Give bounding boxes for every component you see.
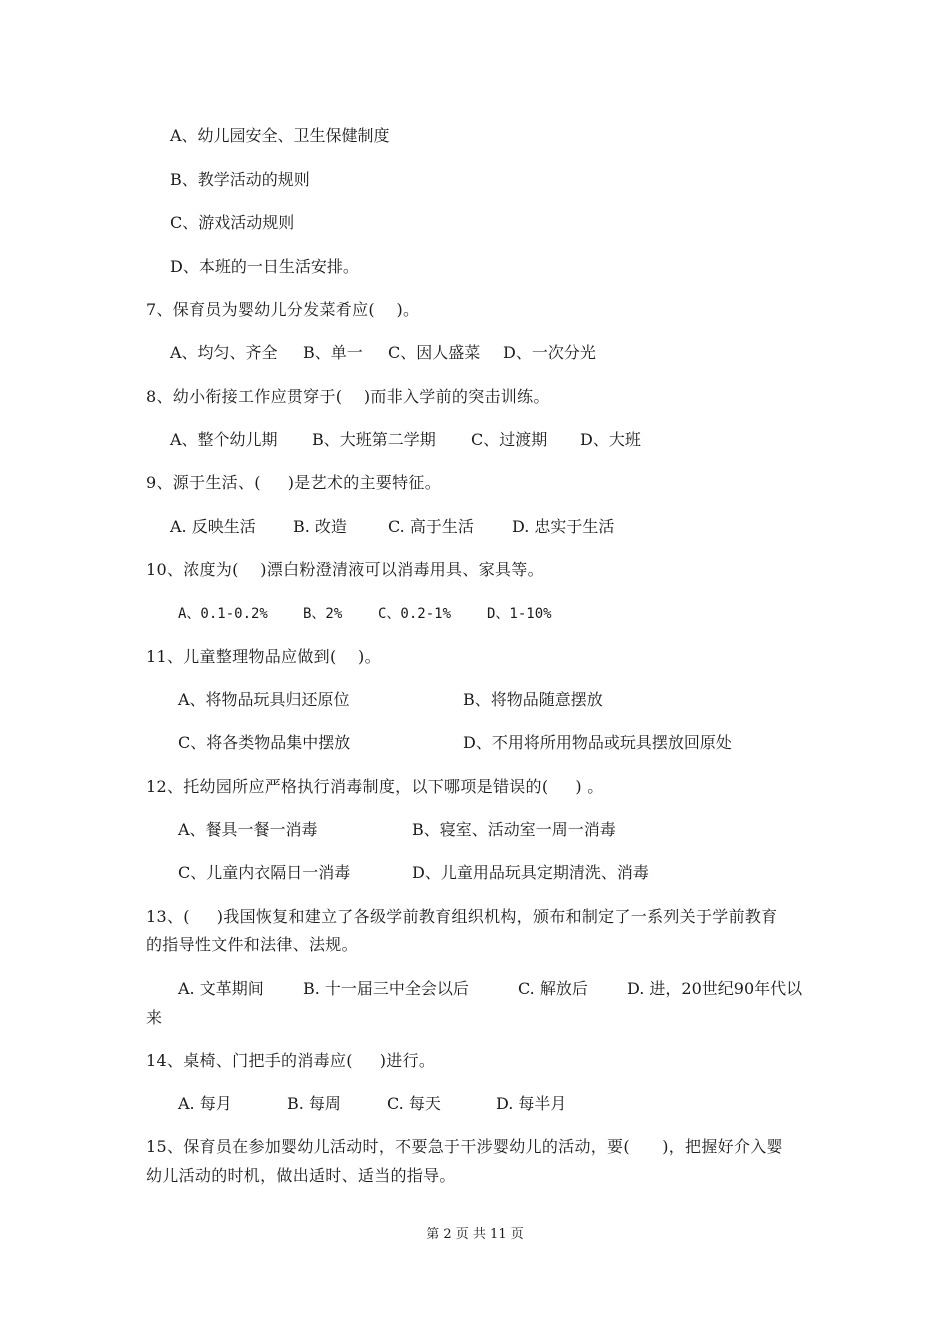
option-q6-d: D、本班的一日生活安排。	[170, 257, 359, 276]
question-10-stem: 10、浓度为( )漂白粉澄清液可以消毒用具、家具等。	[146, 560, 544, 579]
option-q8-c: C、过渡期	[471, 430, 548, 449]
option-q6-b: B、教学活动的规则	[170, 170, 310, 189]
option-q10-a: A、0.1-0.2%	[178, 606, 268, 622]
option-q6-a: A、幼儿园安全、卫生保健制度	[170, 126, 390, 145]
option-q8-a: A、整个幼儿期	[170, 430, 278, 449]
question-11-stem: 11、儿童整理物品应做到( )。	[146, 647, 381, 666]
option-q14-b: B. 每周	[287, 1094, 341, 1113]
option-q11-b: B、将物品随意摆放	[463, 690, 603, 709]
option-q10-d: D、1-10%	[487, 606, 552, 622]
option-q11-d: D、不用将所用物品或玩具摆放回原处	[463, 733, 732, 752]
option-q11-c: C、将各类物品集中摆放	[178, 733, 351, 752]
option-q10-c: C、0.2-1%	[378, 606, 452, 622]
option-q10-b: B、2%	[303, 606, 343, 622]
option-q8-b: B、大班第二学期	[312, 430, 436, 449]
option-q14-d: D. 每半月	[496, 1094, 567, 1113]
question-8-stem: 8、幼小衔接工作应贯穿于( )而非入学前的突击训练。	[146, 387, 550, 406]
option-q14-a: A. 每月	[178, 1094, 232, 1113]
option-q13-a: A. 文革期间	[178, 979, 264, 998]
option-q11-a: A、将物品玩具归还原位	[178, 690, 350, 709]
option-q12-d: D、儿童用品玩具定期清洗、消毒	[412, 863, 649, 882]
option-q6-c: C、游戏活动规则	[170, 213, 295, 232]
question-12-stem: 12、托幼园所应严格执行消毒制度，以下哪项是错误的( ) 。	[146, 777, 604, 796]
option-q13-wrap: 来	[146, 1008, 163, 1027]
option-q12-b: B、寝室、活动室一周一消毒	[412, 820, 616, 839]
option-q7-a: A、均匀、齐全	[170, 343, 278, 362]
question-15-stem: 15、保育员在参加婴幼儿活动时，不要急于干涉婴幼儿的活动，要( )，把握好介入婴	[146, 1137, 783, 1156]
option-q7-b: B、单一	[303, 343, 363, 362]
question-15-stem-continued: 幼儿活动的时机，做出适时、适当的指导。	[146, 1166, 456, 1185]
question-9-stem: 9、源于生活、( )是艺术的主要特征。	[146, 473, 441, 492]
option-q9-c: C. 高于生活	[388, 517, 474, 536]
option-q12-a: A、餐具一餐一消毒	[178, 820, 318, 839]
page-number: 第 2 页 共 11 页	[426, 1227, 524, 1242]
option-q8-d: D、大班	[580, 430, 641, 449]
option-q9-a: A. 反映生活	[170, 517, 256, 536]
option-q12-c: C、儿童内衣隔日一消毒	[178, 863, 351, 882]
question-14-stem: 14、桌椅、门把手的消毒应( )进行。	[146, 1051, 436, 1070]
option-q9-b: B. 改造	[293, 517, 347, 536]
question-13-stem: 13、( )我国恢复和建立了各级学前教育组织机构，颁布和制定了一系列关于学前教育	[146, 907, 778, 926]
question-13-stem-continued: 的指导性文件和法律、法规。	[146, 935, 358, 954]
option-q7-c: C、因人盛菜	[388, 343, 481, 362]
question-7-stem: 7、保育员为婴幼儿分发菜肴应( )。	[146, 300, 420, 319]
option-q14-c: C. 每天	[387, 1094, 441, 1113]
option-q9-d: D. 忠实于生活	[512, 517, 615, 536]
option-q13-d: D. 进，20世纪90年代以	[627, 979, 803, 998]
option-q7-d: D、一次分光	[503, 343, 596, 362]
option-q13-b: B. 十一届三中全会以后	[303, 979, 469, 998]
option-q13-c: C. 解放后	[518, 979, 588, 998]
